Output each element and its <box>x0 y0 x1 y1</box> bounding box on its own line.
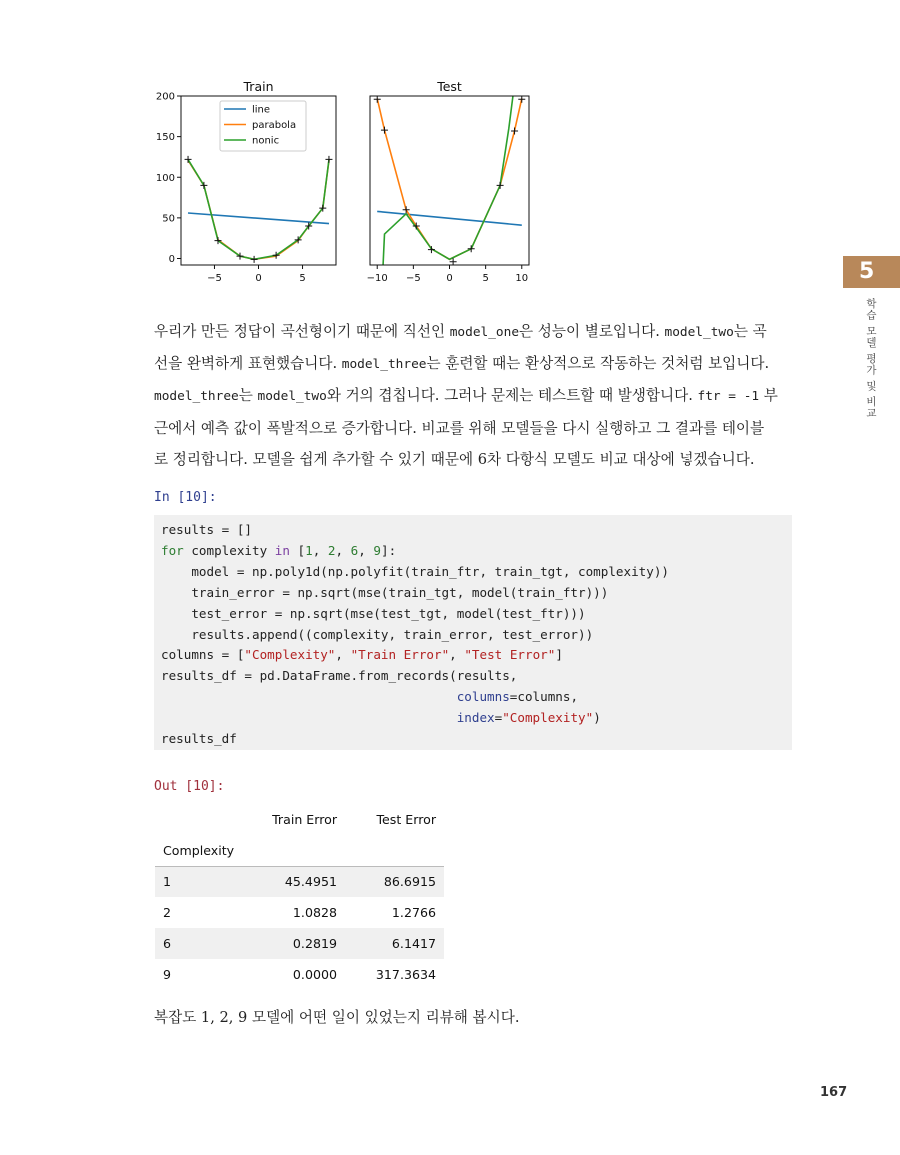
code-token: , <box>449 647 465 663</box>
train-error-cell: 0.0000 <box>292 967 337 982</box>
row-index-cell: 9 <box>163 967 172 982</box>
code-line <box>161 689 578 704</box>
page-number: 167 <box>820 1085 848 1100</box>
data-point-marker <box>185 156 192 163</box>
code-token: for <box>161 542 184 558</box>
paragraph-line <box>154 316 794 348</box>
text-run: 은 성능이 별로입니다. <box>519 323 665 340</box>
output-prompt-label: Out [10]: <box>154 779 225 794</box>
code-token: complexity <box>183 542 275 558</box>
x-tick-label: −10 <box>366 273 388 284</box>
series-line-nonic <box>383 84 515 267</box>
column-header-row <box>155 804 444 835</box>
test-plot <box>367 79 529 284</box>
code-line <box>161 543 396 558</box>
table-row <box>155 959 444 990</box>
test-error-cell: 86.6915 <box>383 874 436 890</box>
train-error-cell: 0.2819 <box>292 936 337 951</box>
x-tick-label: 5 <box>299 273 306 284</box>
code-token: in <box>274 542 290 558</box>
inline-code: ftr = -1 <box>697 389 760 405</box>
code-line <box>161 564 669 579</box>
inline-code: model_two <box>257 389 327 405</box>
series-line-nonic <box>188 159 329 259</box>
code-line <box>161 710 601 725</box>
code-token: train_error = np.sqrt(mse(train_tgt, model(train_ftr))) <box>161 584 609 600</box>
index-name-row <box>155 835 444 866</box>
legend-label-nonic: nonic <box>252 135 280 147</box>
code-token: 2 <box>327 542 336 558</box>
legend-label-line: line <box>252 104 271 116</box>
text-run: 근에서 예측 값이 폭발적으로 증가합니다. 비교를 위해 모델들을 다시 실행하고 그 결과를 테이블 <box>154 419 765 437</box>
code-token: , <box>358 542 374 558</box>
paragraph-line <box>154 348 794 380</box>
code-token: "Complexity" <box>502 710 594 726</box>
table-row <box>155 928 444 959</box>
closing-paragraph: 복잡도 1, 2, 9 모델에 어떤 일이 있었는지 리뷰해 봅시다. <box>154 1009 520 1026</box>
code-line <box>161 585 608 600</box>
x-tick-label: −5 <box>207 273 222 284</box>
results-dataframe <box>155 804 444 990</box>
code-cell <box>154 515 792 750</box>
series-line-line <box>377 211 522 225</box>
figure-train-test-plots <box>150 76 550 288</box>
text-run: 는 훈련할 때는 환상적으로 작동하는 것처럼 보입니다. <box>426 355 770 373</box>
text-run: 와 거의 겹칩니다. 그러나 문제는 테스트할 때 발생합니다. <box>326 387 698 405</box>
code-token: columns <box>456 689 510 705</box>
code-block <box>161 520 785 750</box>
legend <box>220 101 306 151</box>
code-line <box>161 668 517 683</box>
blank-header-cell <box>155 804 251 835</box>
data-point-marker <box>518 96 525 103</box>
code-line <box>161 731 237 746</box>
code-token: =columns, <box>509 689 579 705</box>
code-token: results.append((complexity, train_error, test_error)) <box>161 626 594 642</box>
code-token: "Complexity" <box>244 647 336 663</box>
code-token: results_df <box>161 731 237 747</box>
chapter-tab <box>843 256 900 288</box>
series-line-parabola <box>377 98 522 259</box>
input-prompt-label: In [10]: <box>154 490 217 505</box>
y-tick-label: 50 <box>162 213 175 225</box>
series-line-line <box>188 213 329 224</box>
code-line <box>161 627 593 642</box>
code-token: = <box>494 710 503 726</box>
code-line <box>161 606 586 621</box>
row-index-cell: 1 <box>163 874 172 890</box>
code-token: 6 <box>350 542 359 558</box>
text-run: 부 <box>759 387 778 405</box>
test-error-cell: 6.1417 <box>391 936 436 951</box>
y-tick-label: 150 <box>155 132 175 144</box>
code-token <box>161 689 457 704</box>
code-token <box>161 710 457 725</box>
column-header-test-error: Test Error <box>376 812 436 827</box>
table-row <box>155 866 444 897</box>
code-token: 9 <box>373 542 381 558</box>
code-token: [ <box>289 542 306 558</box>
data-point-marker <box>468 245 475 252</box>
text-run: 우리가 만든 정답이 곡선형이기 때문에 직선인 <box>154 323 450 340</box>
code-token: index <box>456 710 495 726</box>
code-token: "Test Error" <box>464 647 556 663</box>
train-error-cell: 45.4951 <box>284 874 337 890</box>
code-line <box>161 522 252 537</box>
code-token: , <box>335 647 351 663</box>
test-error-cell: 317.3634 <box>375 967 436 982</box>
data-point-marker <box>251 256 258 263</box>
data-point-marker <box>325 156 332 163</box>
paragraph-line <box>154 444 794 475</box>
row-index-cell: 6 <box>163 936 172 951</box>
chapter-title-vertical: 학습 모델 평가 및 비교 <box>865 298 877 419</box>
train-test-chart-svg <box>150 76 550 288</box>
x-tick-label: 0 <box>446 273 453 284</box>
data-point-marker <box>403 206 410 213</box>
inline-code: model_two <box>664 325 734 340</box>
index-name-cell: Complexity <box>163 842 235 858</box>
x-tick-label: −5 <box>405 273 421 284</box>
code-token: columns = [ <box>161 647 245 663</box>
train-error-cell: 1.0828 <box>292 905 337 920</box>
series-line-parabola <box>188 160 329 259</box>
chapter-number: 5 <box>859 259 875 284</box>
code-token: results = [] <box>161 522 252 537</box>
inline-code: model_three <box>154 389 239 405</box>
data-point-marker <box>428 246 435 253</box>
plot-area <box>185 156 333 263</box>
text-run: 선을 완벽하게 표현했습니다. <box>154 355 342 373</box>
y-tick-label: 100 <box>155 172 175 184</box>
inline-code: model_one <box>449 325 520 340</box>
test-error-cell: 1.2766 <box>391 905 436 920</box>
table-row <box>155 897 444 928</box>
legend-label-parabola: parabola <box>252 120 297 131</box>
x-tick-label: 0 <box>255 273 262 284</box>
code-token: , <box>335 542 351 558</box>
code-token: ] <box>555 647 563 663</box>
paragraph-line <box>154 413 794 444</box>
plot-title: Train <box>243 79 274 94</box>
code-line <box>161 647 563 662</box>
plot-title: Test <box>437 79 462 94</box>
code-token: model = np.poly1d(np.polyfit(train_ftr, train_tgt, complexity)) <box>161 563 669 579</box>
code-token: ]: <box>380 542 397 558</box>
inline-code: model_three <box>341 357 427 373</box>
plot-frame <box>370 96 529 265</box>
data-point-marker <box>381 127 388 134</box>
text-run: 는 곡 <box>733 323 767 340</box>
y-tick-label: 200 <box>155 91 175 103</box>
x-tick-label: 10 <box>515 273 529 284</box>
code-token: "Train Error" <box>350 647 450 663</box>
data-point-marker <box>511 127 518 134</box>
code-token: , <box>312 542 328 558</box>
code-token: results_df = pd.DataFrame.from_records(results, <box>161 668 518 684</box>
code-token: test_error = np.sqrt(mse(test_tgt, model(test_ftr))) <box>161 605 586 621</box>
x-tick-label: 5 <box>482 273 489 284</box>
body-paragraph <box>154 316 794 475</box>
train-plot <box>156 79 336 284</box>
paragraph-line <box>154 380 794 412</box>
row-index-cell: 2 <box>163 905 172 920</box>
y-tick-label: 0 <box>168 254 175 265</box>
data-point-marker <box>497 182 504 189</box>
plot-area <box>374 84 526 267</box>
text-run: 는 <box>238 387 258 405</box>
text-run: 로 정리합니다. 모델을 쉽게 추가할 수 있기 때문에 6차 다항식 모델도 비교 대상에 넣겠습니다. <box>154 450 755 468</box>
code-token: 1 <box>305 542 313 558</box>
code-token: ) <box>593 710 601 726</box>
data-point-marker <box>374 96 381 103</box>
column-header-train-error: Train Error <box>272 812 337 827</box>
